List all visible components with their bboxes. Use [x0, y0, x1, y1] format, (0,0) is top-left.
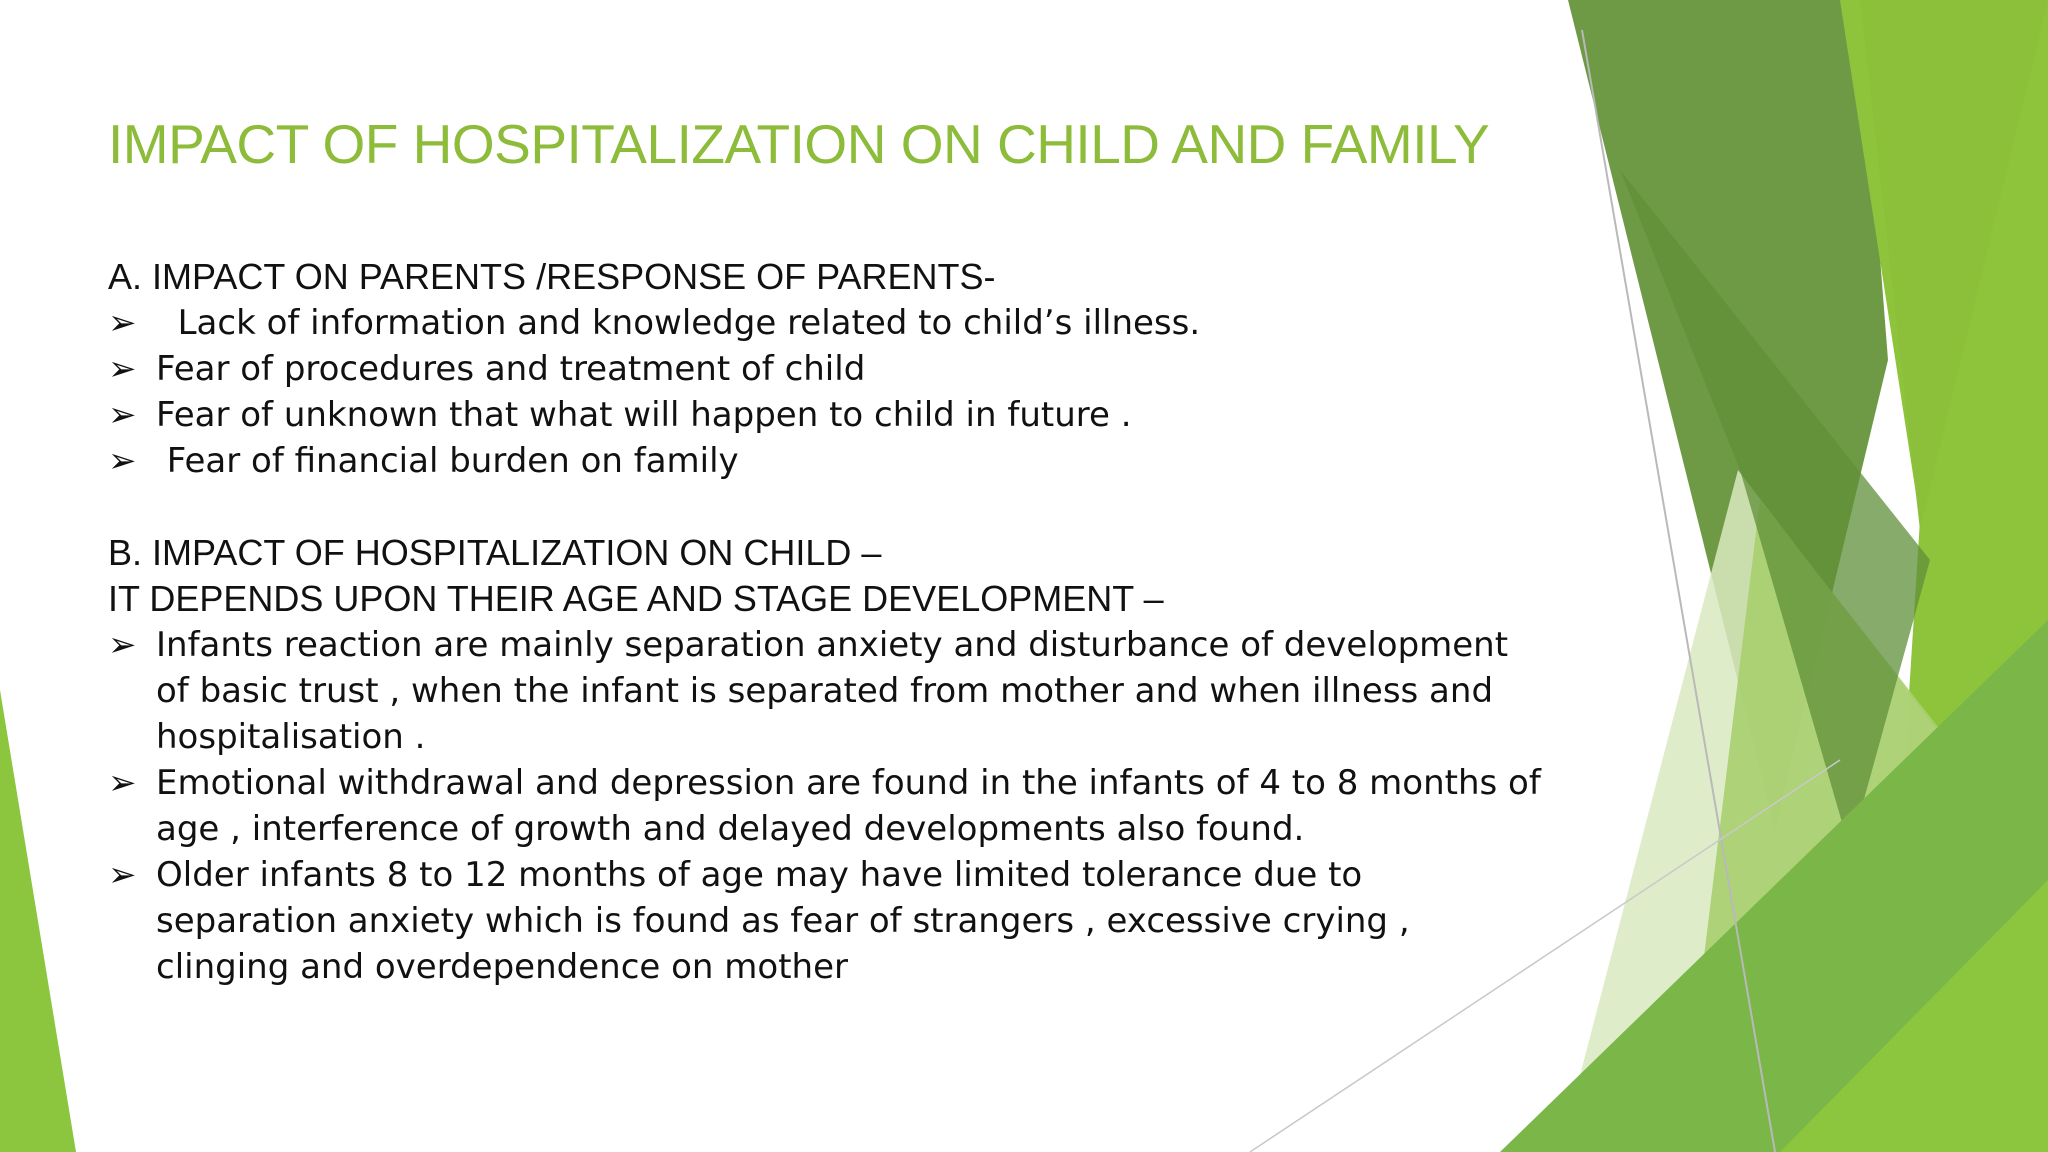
bullet-item	[108, 300, 1528, 346]
left-lime-sliver	[0, 690, 76, 1152]
section-b-heading: B. IMPACT OF HOSPITALIZATION ON CHILD –	[108, 532, 882, 573]
spacer	[108, 484, 1528, 530]
bullet-text: Older infants 8 to 12 months of age may have limited tolerance due to separation anxiety which is found as fear of strangers , excessive crying , clinging and overdependence on mother	[156, 855, 1410, 987]
bullet-item	[108, 438, 1528, 484]
bullet-item	[108, 760, 1576, 852]
bullet-text: Fear of unknown that what will happen to child in future .	[156, 395, 1132, 435]
bullet-text: Infants reaction are mainly separation anxiety and disturbance of development of basic trust , when the infant is separated from mother and when illness and hospitalisation .	[156, 625, 1509, 757]
arrow-bullet-icon: ➢	[108, 349, 137, 389]
bullet-item	[108, 392, 1528, 438]
arrow-bullet-icon: ➢	[108, 303, 137, 343]
section-a-heading: A. IMPACT ON PARENTS /RESPONSE OF PARENTS-	[108, 256, 996, 297]
bullet-text: Emotional withdrawal and depression are found in the infants of 4 to 8 months of age , interference of growth and delayed developments also found.	[156, 763, 1541, 849]
bullet-item	[108, 622, 1546, 760]
arrow-bullet-icon: ➢	[108, 763, 137, 803]
arrow-bullet-icon: ➢	[108, 625, 137, 665]
slide-body	[108, 254, 1541, 990]
arrow-bullet-icon: ➢	[108, 441, 137, 481]
bullet-text: Lack of information and knowledge related to child’s illness.	[156, 303, 1201, 343]
section-b-subheading: IT DEPENDS UPON THEIR AGE AND STAGE DEVELOPMENT –	[108, 578, 1164, 619]
bullet-text: Fear of financial burden on family	[156, 441, 739, 481]
bullet-text: Fear of procedures and treatment of child	[156, 349, 866, 389]
arrow-bullet-icon: ➢	[108, 395, 137, 435]
bullet-item	[108, 346, 1528, 392]
arrow-bullet-icon: ➢	[108, 855, 137, 895]
slide-title: IMPACT OF HOSPITALIZATION ON CHILD AND FAMILY	[108, 113, 1490, 175]
bullet-item	[108, 852, 1516, 990]
